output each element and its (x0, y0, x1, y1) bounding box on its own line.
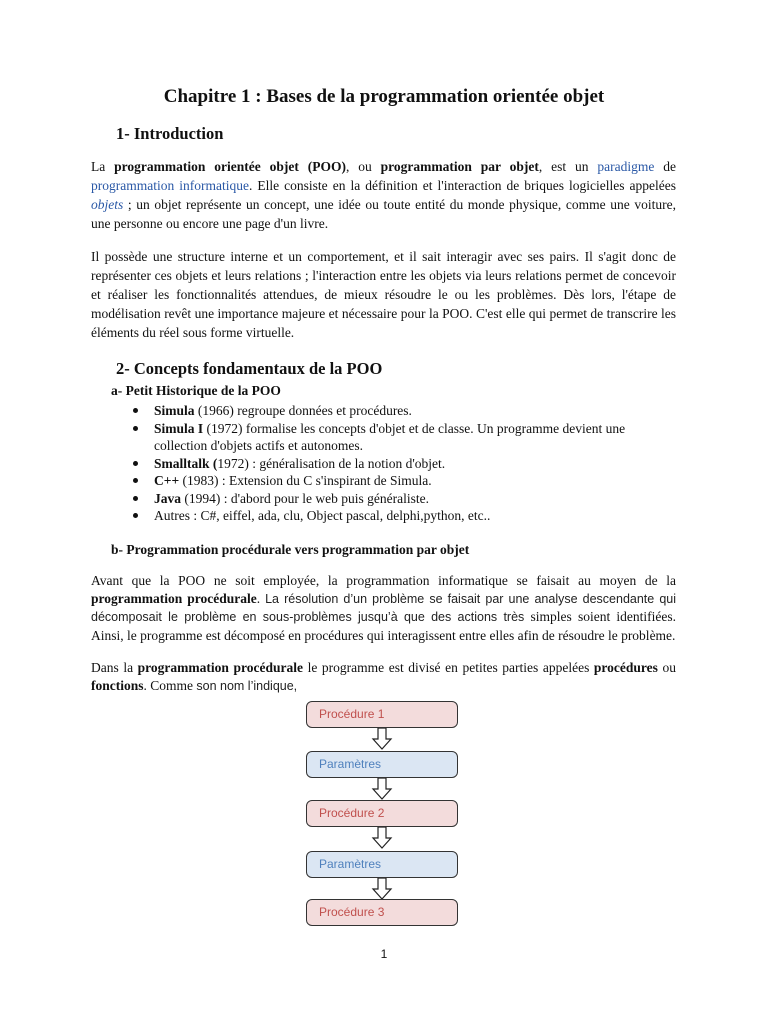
list-item-text: (1966) regroupe données et procédures. (194, 403, 412, 418)
bold-term-abbrev: (POO) (307, 159, 346, 174)
text-run: . Elle consiste en la définition et l'interaction de briques logicielles appelées (249, 178, 677, 193)
diagram-box-procedure-3: Procédure 3 (306, 899, 458, 926)
text-run: . Comme (143, 677, 197, 693)
down-arrow-icon (371, 827, 393, 849)
section-introduction-heading: 1- Introduction (116, 124, 224, 143)
procedural-paragraph-2 (91, 659, 676, 695)
list-item-text: (1972) formalise les concepts d'objet et de classe. Un programme devient une collection d'objets actifs et autonomes. (154, 420, 626, 453)
text-run (299, 159, 308, 174)
section-concepts-heading: 2- Concepts fondamentaux de la POO (116, 359, 383, 378)
subsection-historique-heading: a- Petit Historique de la POO (111, 383, 281, 398)
down-arrow-icon (371, 728, 393, 750)
text-run: La (91, 159, 115, 174)
down-arrow-icon (371, 878, 393, 900)
text-run: , ou (345, 159, 381, 174)
page-number: 1 (380, 947, 388, 961)
procedural-paragraph-1 (91, 572, 676, 644)
text-run: Dans la (91, 660, 138, 675)
text-run-sans: La résolution d’un problème se faisait par une analyse descendante qui décomposait le problème en sous-problèmes jusqu’à que des actions très (91, 591, 677, 624)
diagram-box-procedure-1: Procédure 1 (306, 701, 458, 728)
text-run: simples soient identifiées. Ainsi, le programme est décomposé en procédures qui interagissent entre elles afin de résoudre le problème. (91, 609, 676, 643)
link-objets[interactable]: objets (91, 197, 124, 212)
down-arrow-icon (371, 778, 393, 800)
historique-list (130, 402, 675, 525)
text-run-sans: son nom l’indique, (196, 678, 298, 693)
text-run: le programme est divisé en petites parties appelées (303, 660, 594, 675)
diagram-box-procedure-2: Procédure 2 (306, 800, 458, 827)
diagram-box-parametres-2: Paramètres (306, 851, 458, 878)
intro-paragraph-2: Il possède une structure interne et un comportement, et il sait interagir avec ses pairs. Il s'agit donc de représenter ces objets et leurs relations ; l'interaction entre les objets via leurs relations permet de concevoir et réaliser les fonctionnalités attendues, de mieux résoudre le ou les problèmes. Dès lors, l'étape de modélisation revêt une importance majeure et nécessaire pour la POO. C'est elle qui permet de transcrire les éléments du réel sous forme virtuelle. (91, 249, 676, 340)
intro-paragraph-1 (91, 157, 676, 233)
list-item-text: (1994) : d'abord pour le web puis généraliste. (181, 490, 429, 506)
chapter-title: Chapitre 1 : Bases de la programmation orientée objet (163, 86, 605, 107)
bold-term-programmation-procedurale: programmation procédurale (137, 660, 303, 675)
bold-term-poo: programmation orientée objet (114, 159, 299, 174)
list-item-bold: C++ (154, 473, 180, 488)
list-item (130, 507, 675, 525)
diagram-box-parametres-1: Paramètres (306, 751, 458, 778)
list-item-bold: Smalltalk ( (154, 455, 218, 471)
list-item-text: (1983) : Extension du C s'inspirant de Simula. (179, 473, 432, 488)
text-run: de (654, 159, 676, 174)
list-item-text: Autres : C#, eiffel, ada, clu, Object pascal, delphi,python, etc.. (154, 508, 491, 523)
list-item-text: 1972) : généralisation de la notion d'objet. (217, 455, 446, 471)
text-run: Avant que la POO ne soit employée, la programmation informatique se faisait au moyen de la (91, 573, 676, 588)
text-run: ; un objet représente un concept, une idée ou toute entité du monde physique, comme une voiture, une personne ou encore une page d'un livre. (91, 197, 676, 231)
list-item-bold: Java (154, 490, 181, 506)
list-item (130, 420, 675, 455)
bold-term-programmation-procedurale: programmation procédurale (91, 590, 257, 606)
text-run: ou (657, 660, 677, 675)
link-programmation-informatique[interactable]: programmation informatique (91, 178, 249, 193)
list-item (130, 402, 675, 420)
text-run: . (256, 590, 266, 606)
bold-term-fonctions: fonctions (91, 677, 144, 693)
bold-term-programmation-par-objet: programmation par objet (380, 159, 539, 174)
list-item-bold: Simula (154, 403, 195, 418)
list-item (130, 472, 675, 490)
list-item-bold: Simula I (154, 420, 204, 436)
text-run: , est un (538, 159, 598, 174)
list-item (130, 455, 675, 473)
link-paradigme[interactable]: paradigme (597, 159, 655, 174)
subsection-procedurale-heading: b- Programmation procédurale vers programmation par objet (111, 542, 470, 557)
bold-term-procedures: procédures (593, 660, 658, 675)
list-item (130, 490, 675, 508)
